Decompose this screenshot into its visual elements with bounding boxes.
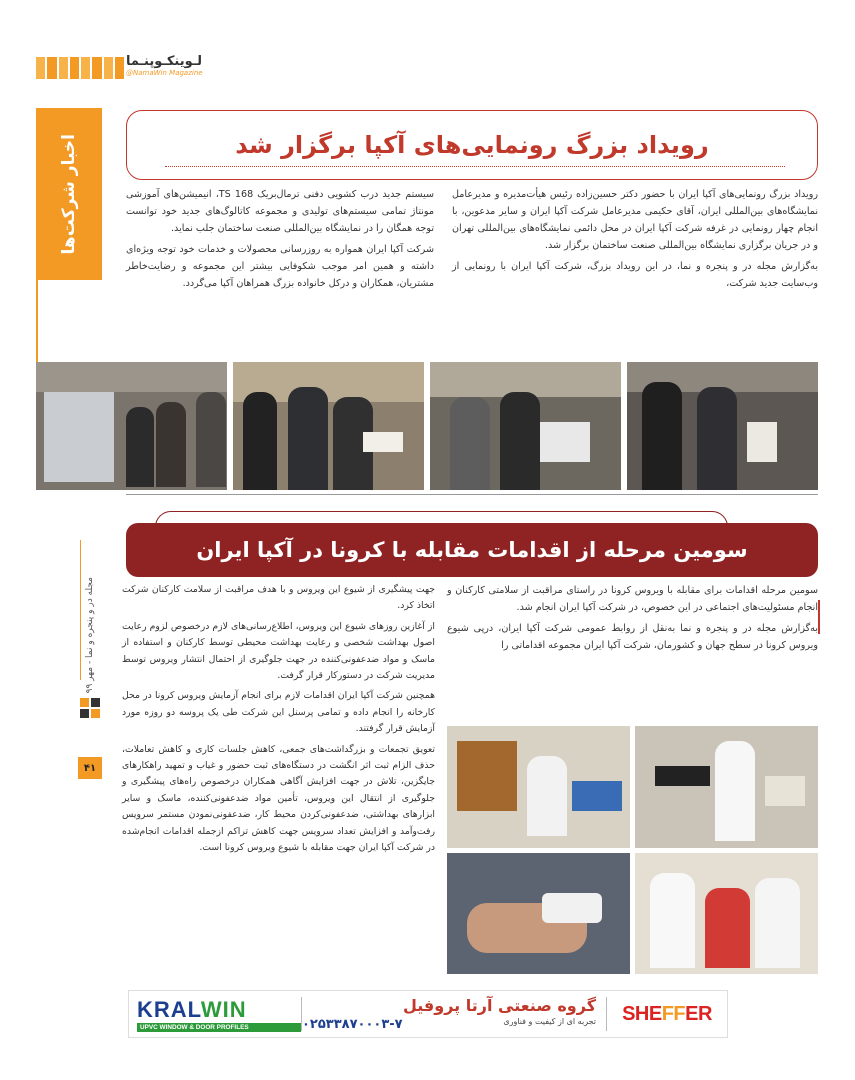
article2-column-left — [122, 582, 435, 861]
side-vertical-line — [80, 540, 81, 680]
ad-slogan: تجربه ای از کیفیت و فناوری — [503, 1017, 596, 1026]
photo-testing-staff — [635, 726, 818, 848]
sheffer-b: FF — [661, 1002, 686, 1025]
article1-paragraph: شرکت آکپا ایران همواره به روزرسانی محصولات و خدمات خود توجه ویژه‌ای داشته و همین امر موجب شکوفایی بیشتر این مجموعه و رضایت‌خاطر مشتریان، همکاران و درکل خانواده بزرگ همراهان آکپا می‌گردد. — [126, 244, 434, 289]
kralwin-brand-a: KRAL — [137, 996, 201, 1022]
article2-paragraph: تعویق تجمعات و بزرگداشت‌های جمعی، کاهش جلسات کاری و کاهش تعاملات، حذف الزام ثبت اثر انگشت در دستگاه‌های ثبت حضور و غیاب و تمهید راهکارهای جایگزین، تلاش در جهت افزایش آگاهی همکاران درخصوص راه‌های پیشگیری و جلوگیری از انتقال این ویروس، تأمین مواد ضدعفونی‌کننده، ماسک و سایر ابزارهای بهداشتی، ضدعفونی‌کردن محیط کار، ضدعفونی‌نمودن مستمر سرویس رفت‌وآمد و افزایش تعداد سرویس جهت کاهش تراکم ازجمله اقدامات انجام‌شده در شرکت آکپا ایران جهت مقابله با شیوع ویروس کرونا است. — [122, 743, 435, 854]
window-logo-icon — [79, 697, 101, 719]
kralwin-brand — [137, 997, 301, 1023]
article2-photo-grid — [447, 726, 818, 974]
photo-group-at-counter — [430, 362, 621, 490]
photo-blood-sample — [635, 853, 818, 975]
section-tab-label: اخبار شرکت‌ها — [59, 133, 79, 255]
article2-title-banner — [126, 523, 818, 577]
article1-photo-strip — [36, 362, 818, 490]
sheffer-c: ER — [685, 1002, 712, 1025]
sheffer-a: SHE — [622, 1002, 662, 1025]
header-stripes — [36, 57, 124, 79]
article1-title: رویداد بزرگ رونمایی‌های آکپا برگزار شد — [235, 131, 709, 159]
red-accent-bar — [818, 600, 820, 634]
article2-paragraph: جهت پیشگیری از شیوع این ویروس و با هدف مراقبت از سلامت کارکنان شرکت اتخاذ کرد. — [122, 584, 435, 612]
section-divider — [126, 494, 818, 495]
article1-paragraph: سیستم جدید درب کشویی دفنی ترمال‌بریک TS 168، انیمیشن‌های آموزشی مونتاژ تمامی سیستم‌های تولیدی و مجموعه کاتالوگ‌های جدید خود توانست توجه همگان را در نمایشگاه بین‌المللی صنعت ساختمان جلب نماید. — [126, 189, 434, 234]
section-tab — [36, 108, 102, 280]
photo-medical-office — [447, 726, 630, 848]
photo-booth-visitors — [36, 362, 227, 490]
article1-paragraph: رویداد بزرگ رونمایی‌های آکپا ایران با حضور دکتر حسین‌زاده رئیس هیأت‌مدیره و مدیرعامل نمایشگاه‌های بین‌المللی ایران، آقای حکیمی مدیرعامل شرکت آکپا ایران و سایر مدعوین، با انجام چهار رونمایی در غرفه شرکت آکپا ایران در محل دائمی نمایشگاه‌های بین‌المللی تهران و در جریان برگزاری نمایشگاه بین‌المللی صنعت ساختمان برگزار شد. — [452, 189, 818, 251]
article1-column-right — [452, 186, 818, 296]
article2-column-right — [447, 582, 818, 658]
title-dotted-underline — [165, 166, 785, 167]
ad-phone: ۰۲۵۳۳۸۷۰۰۰۳-۷ — [302, 1017, 403, 1032]
photo-hand-oximeter — [447, 853, 630, 975]
kralwin-subtitle: UPVC WINDOW & DOOR PROFILES — [137, 1023, 301, 1032]
photo-tablet-demo — [627, 362, 818, 490]
ad-company-name: گروه صنعتی آرتا پروفیل — [402, 996, 596, 1015]
advertisement-banner[interactable] — [128, 990, 728, 1038]
article1-column-left — [126, 186, 434, 296]
issue-info-text: مجله در و پنجره و نما - مهر ۹۹ — [85, 576, 95, 694]
sheffer-logo[interactable] — [607, 991, 727, 1037]
photo-officials-reading — [233, 362, 424, 490]
issue-info — [82, 576, 98, 694]
article2-paragraph: همچنین شرکت آکپا ایران اقدامات لازم برای انجام آزمایش ویروس کرونا در محل کارخانه را انجام داده و تمامی پرسنل این شرکت طی یک پروسه دو روزه مورد آزمایش قرار گرفتند. — [122, 690, 435, 735]
kralwin-brand-b: WIN — [200, 996, 247, 1022]
kralwin-logo[interactable] — [129, 991, 301, 1037]
logo-subtext: @NamaWin Magazine — [126, 69, 203, 77]
article1-paragraph: به‌گزارش مجله در و پنجره و نما، در این رویداد بزرگ، شرکت آکپا ایران با رونمایی از وب‌سایت جدید شرکت، — [452, 261, 818, 289]
article2-paragraph: سومین مرحله اقدامات برای مقابله با ویروس کرونا در راستای مراقبت از سلامتی کارکنان و انجام مسئولیت‌های اجتماعی در این خصوص، در شرکت آکپا ایران انجام شد. — [447, 585, 818, 613]
article2-paragraph: به‌گزارش مجله در و پنجره و نما به‌نقل از روابط عمومی شرکت آکپا ایران، درپی شیوع ویروس کرونا در سطح جهان و کشورمان، شرکت آکپا ایران مجموعه اقداماتی را — [447, 623, 818, 651]
page-number: ۴۱ — [78, 757, 102, 779]
article2-title: سومین مرحله از اقدامات مقابله با کرونا در آکپا ایران — [196, 538, 748, 562]
ad-company-info — [302, 996, 606, 1032]
article2-paragraph: از آغازین روزهای شیوع این ویروس، اطلاع‌رسانی‌های لازم درخصوص لزوم رعایت اصول بهداشت شخصی و رعایت بهداشت محیطی توسط کارکنان و استفاده از ماسک و مواد ضدعفونی‌کننده در جهت جلوگیری از احتمال انتشار ویروس توسط مدیریت شرکت در دستورکار قرار گرفت. — [122, 620, 435, 682]
article1-title-box — [126, 110, 818, 180]
logo-text: لـوینکـوپنـما — [126, 54, 203, 69]
magazine-logo[interactable] — [126, 54, 216, 82]
